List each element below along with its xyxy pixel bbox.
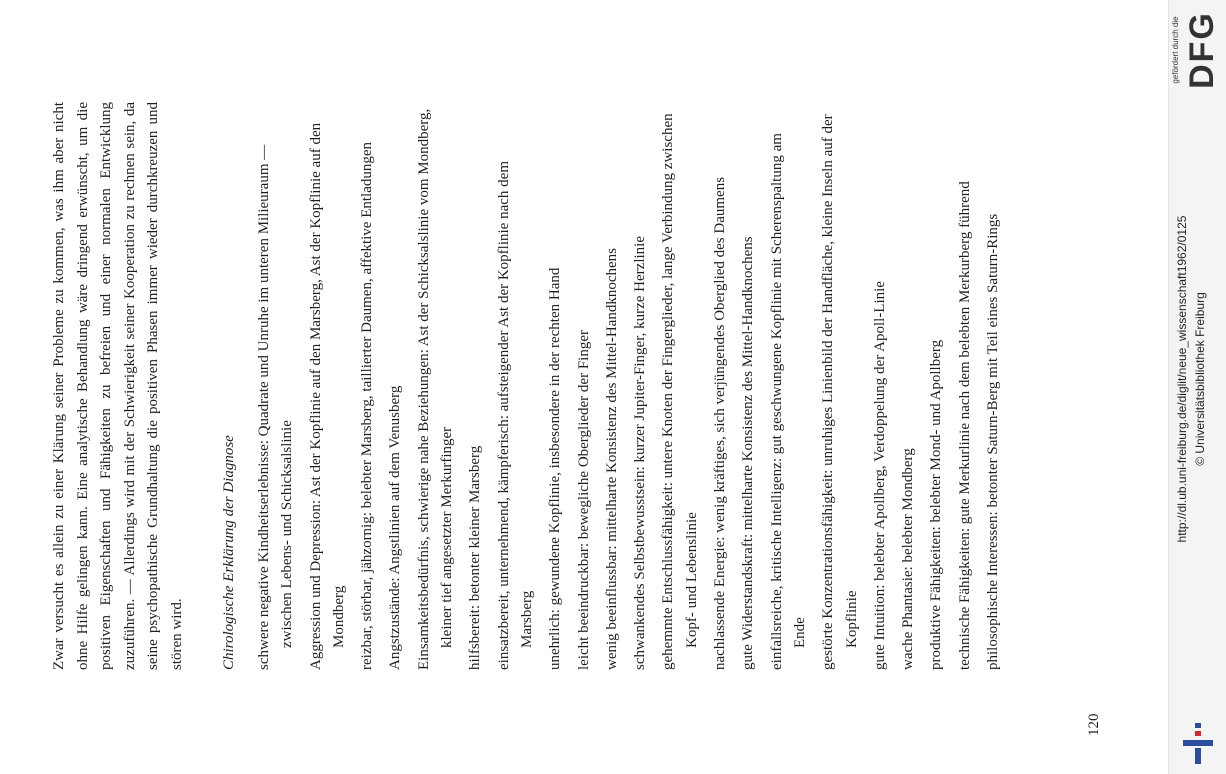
list-item: schwankendes Selbstbewusstsein: kurzer Jupiter-Finger, kurze Herzlinie [632,236,649,670]
list-item: Angstzustände: Angstlinien auf dem Venusberg [387,385,404,670]
dfg-caption: gefördert durch die [1171,16,1180,84]
list-item: schwere negative Kindheitserlebnisse: Quadrate und Unruhe im unteren Milieuraum — zwischen Lebens- und Schicksalslinie [256,144,296,670]
list-item: technische Fähigkeiten: gute Merkurlinie nach dem belebten Merkurberg führend [956,181,973,670]
dfg-logo-icon [1171,2,1225,98]
list-item: Einsamkeitsbedürfnis, schwierige nahe Beziehungen: Ast der Schicksalslinie vom Mondberg, kleiner tief angesetzter Merkurfinger [415,108,456,670]
list-item: nachlassende Energie: wenig kräftiges, sich verjüngendes Oberglied des Daumens [712,176,729,670]
list-item: gehemmte Entschlussfähigkeit: untere Knoten der Fingerglieder, lange Verbindung zwischen Kopf- und Lebenslinie [660,113,700,670]
list-item: produktive Fähigkeiten: belebter Mond- und Apollberg [928,339,945,670]
section-heading: Chirologische Erklärung der Diagnose [221,435,237,670]
dfg-logo-text: DFG [1183,11,1221,89]
page-number: 120 [1086,713,1102,736]
body-paragraph [48,102,189,670]
list-item: gestörte Konzentrationsfähigkeit: unruhiges Linienbild der Handfläche, kleine Inseln auf der Kopflinie [820,114,860,670]
list-item: wenig beeinflussbar: mittelharte Konsistenz des Mittel-Handknochens [603,248,620,670]
list-item: gute Widerstandskraft: mittelharte Konsistenz des Mittel-Handknochens [740,236,757,670]
list-item: Aggression und Depression: Ast der Kopflinie auf den Marsberg, Ast der Kopflinie auf den Mondberg [307,122,347,670]
paragraph-text: Zwar versucht es allein zu einer Klärung seiner Probleme zu kommen, was ihm aber nicht ohne Hilfe gelingen kann. Eine analytische Behandlung wäre dringend erwünscht, um die positiven Eigenschaften und Fähigkeiten zu befreien und einer normalen Entwicklung zuzuführen. — Allerdings wird mit der Schwierigkeit seiner Kooperation zu rechnen sein, da seine psychopathische Grundhaltung die positiven Phasen immer wieder durchkreuzen und stören wird. [51,102,185,670]
list-item: leicht beeindruckbar: bewegliche Oberglieder der Finger [575,330,592,670]
diagnosis-list [253,102,1005,670]
list-item: reizbar, störbar, jähzornig: belebter Marsberg, taillierter Daumen, affektive Entladungen [359,141,376,670]
ub-freiburg-logo-icon [1181,718,1215,766]
list-item: hilfsbereit: betonter kleiner Marsberg [467,445,484,670]
list-item: gute Intuition: belebter Apollberg, Verdoppelung der Apoll-Linie [871,281,888,670]
digitization-url[interactable]: http://dl.ub.uni-freiburg.de/diglit/neue_wissenschaft1962/0125 [1175,215,1189,543]
library-footer [1168,0,1226,774]
list-item: einfallsreiche, kritische Intelligenz: gut geschwungene Kopflinie mit Scherenspaltung am Ende [768,133,808,670]
list-item: philosophische Interessen: betonter Saturn-Berg mit Teil eines Saturn-Rings [985,213,1002,670]
list-item: unehrlich: gewundene Kopflinie, insbesondere in der rechten Hand [547,267,564,670]
list-item: wache Phantasie: belebter Mondberg [900,448,917,670]
copyright-notice: © Universitätsbibliothek Freiburg [1193,292,1207,466]
list-item: einsatzbereit, unternehmend, kämpferisch: aufsteigender Ast der Kopflinie nach dem Marsberg [495,161,535,670]
